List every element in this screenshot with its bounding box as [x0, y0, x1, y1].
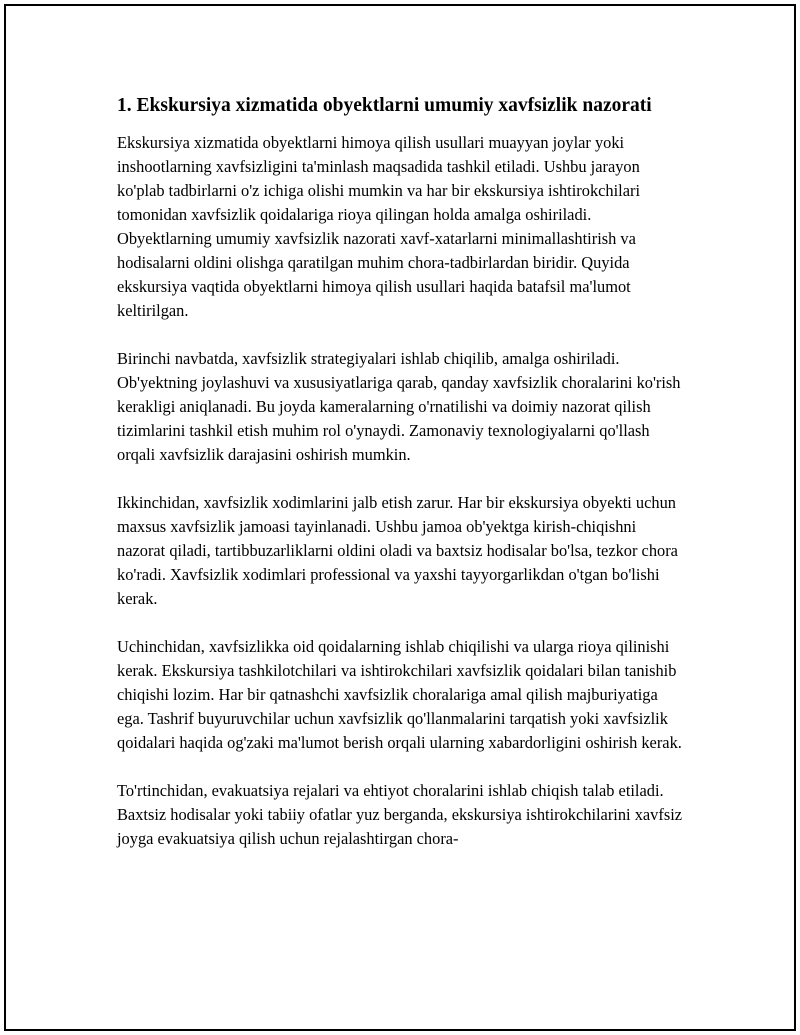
paragraph-5: To'rtinchidan, evakuatsiya rejalari va ehtiyot choralarini ishlab chiqish talab etiladi. Baxtsiz hodisalar yoki tabiiy ofatlar yuz berganda, ekskursiya ishtirokchilarini xavfsiz joyga evakuatsiya qilish uchun rejalashtirgan chora-	[117, 781, 683, 848]
paragraph-1: Ekskursiya xizmatida obyektlarni himoya qilish usullari muayyan joylar yoki inshootlarning xavfsizligini ta'minlash maqsadida tashkil etiladi. Ushbu jarayon ko'plab tadbirlarni o'z ichiga olishi mumkin va har bir ekskursiya ishtirokchilari tomonidan xavfsizlik qoidalariga rioya qilingan holda amalga oshiriladi. Obyektlarning umumiy xavfsizlik nazorati xavf-xatarlarni minimallashtirish va hodisalarni oldini olishga qaratilgan muhim chora-tadbirlardan biridir. Quyida ekskursiya vaqtida obyektlarni himoya qilish usullari haqida batafsil ma'lumot keltirilgan.	[117, 133, 641, 320]
paragraph-3: Ikkinchidan, xavfsizlik xodimlarini jalb etish zarur. Har bir ekskursiya obyekti uchun maxsus xavfsizlik jamoasi tayinlanadi. Ushbu jamoa ob'yektga kirish-chiqishni nazorat qiladi, tartibbuzarliklarni oldini oladi va baxtsiz hodisalar bo'lsa, tezkor chora ko'radi. Xavfsizlik xodimlari professional va yaxshi tayyorgarlikdan o'tgan bo'lishi kerak.	[117, 493, 678, 608]
section-heading: 1. Ekskursiya xizmatida obyektlarni umumiy xavfsizlik nazorati	[117, 95, 652, 116]
document-body	[117, 92, 685, 875]
paragraph-2: Birinchi navbatda, xavfsizlik strategiyalari ishlab chiqilib, amalga oshiriladi. Ob'yektning joylashuvi va xususiyatlariga qarab, qanday xavfsizlik choralarini ko'rish kerakligi aniqlanadi. Bu joyda kameralarning o'rnatilishi va doimiy nazorat qilish tizimlarini tashkil etish muhim rol o'ynaydi. Zamonaviy texnologiyalarni qo'llash orqali xavfsizlik darajasini oshirish mumkin.	[117, 349, 681, 464]
paragraph-4: Uchinchidan, xavfsizlikka oid qoidalarning ishlab chiqilishi va ularga rioya qilinishi kerak. Ekskursiya tashkilotchilari va ishtirokchilari xavfsizlik qoidalari bilan tanishib chiqishi lozim. Har bir qatnashchi xavfsizlik choralariga amal qilish majburiyatiga ega. Tashrif buyuruvchilar uchun xavfsizlik qo'llanmalarini tarqatish yoki xavfsizlik qoidalari haqida og'zaki ma'lumot berish orqali ularning xabardorligini oshirish kerak.	[117, 637, 682, 752]
